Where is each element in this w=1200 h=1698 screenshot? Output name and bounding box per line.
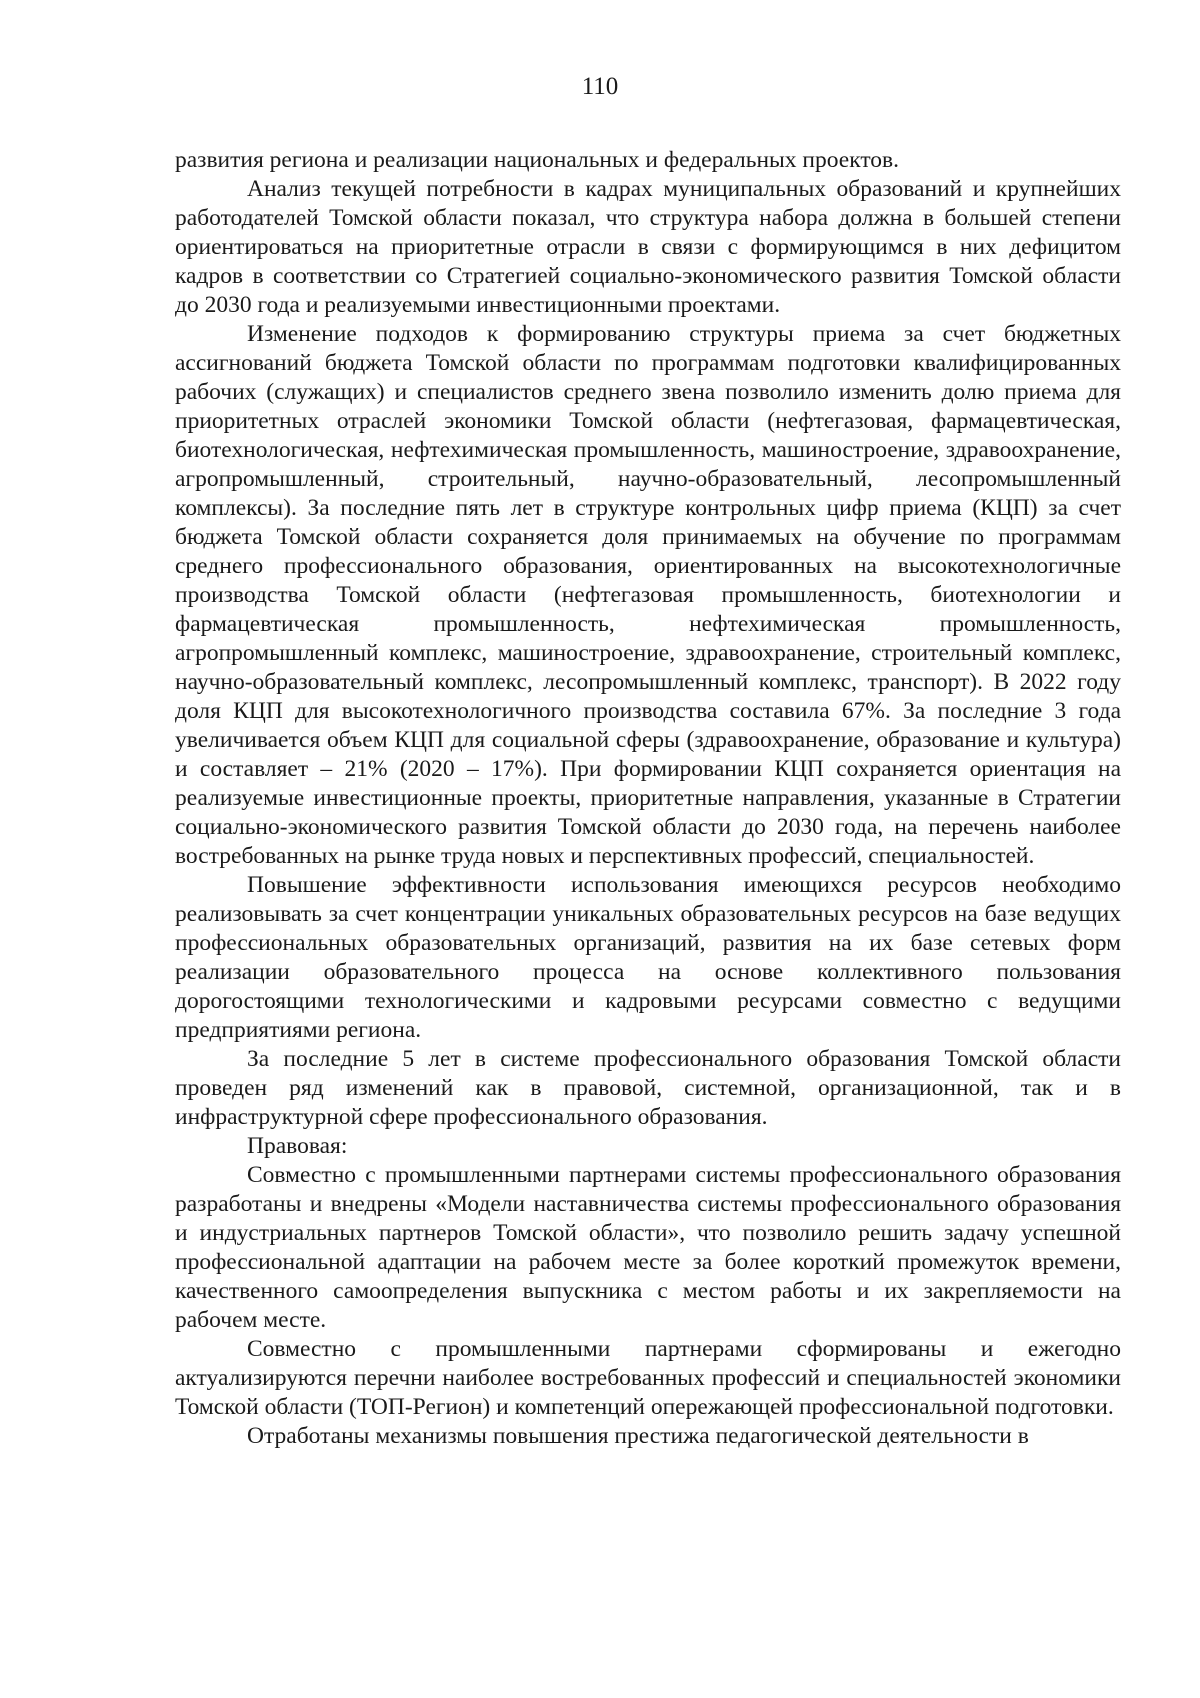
paragraph-mentoring-models: Совместно с промышленными партнерами системы профессионального образования разработаны и внедрены «Модели наставничества системы профессионального образования и индустриальных партнеров Томской области», что позволило решить задачу успешной профессиональной адаптации на рабочем месте за более короткий промежуток времени, качественного самоопределения выпускника с местом работы и их закрепляемости на рабочем месте.: [175, 1162, 1121, 1333]
paragraph-staffing-analysis: Анализ текущей потребности в кадрах муниципальных образований и крупнейших работодателей Томской области показал, что структура набора должна в большей степени ориентироваться на приоритетные отрасли в связи с формирующимся в них дефицитом кадров в соответствии со Стратегией социально-экономического развития Томской области до 2030 года и реализуемыми инвестиционными проектами.: [175, 176, 1121, 318]
paragraph-resource-efficiency: Повышение эффективности использования имеющихся ресурсов необходимо реализовывать за счет концентрации уникальных образовательных ресурсов на базе ведущих профессиональных образовательных организаций, развития на их базе сетевых форм реализации образовательного процесса на основе коллективного пользования дорогостоящими технологическими и кадровыми ресурсами совместно с ведущими предприятиями региона.: [175, 872, 1121, 1043]
paragraph-continuation: развития региона и реализации национальных и федеральных проектов.: [175, 147, 900, 173]
paragraph-top-region-lists: Совместно с промышленными партнерами сформированы и ежегодно актуализируются перечни наиболее востребованных профессий и специальностей экономики Томской области (ТОП-Регион) и компетенций опережающей профессиональной подготовки.: [175, 1336, 1121, 1420]
paragraph-teacher-prestige: Отработаны механизмы повышения престижа педагогической деятельности в: [247, 1423, 1029, 1449]
paragraph-five-year-changes: За последние 5 лет в системе профессионального образования Томской области проведен ряд изменений как в правовой, системной, организационной, так и в инфраструктурной сфере профессионального образования.: [175, 1046, 1121, 1130]
document-body: [175, 146, 1121, 1451]
page-number: 110: [581, 73, 619, 100]
paragraph-legal-heading: Правовая:: [247, 1133, 348, 1159]
paragraph-admission-structure: Изменение подходов к формированию структуры приема за счет бюджетных ассигнований бюджета Томской области по программам подготовки квалифицированных рабочих (служащих) и специалистов среднего звена позволило изменить долю приема для приоритетных отраслей экономики Томской области (нефтегазовая, фармацевтическая, биотехнологическая, нефтехимическая промышленность, машиностроение, здравоохранение, агропромышленный, строительный, научно-образовательный, лесопромышленный комплексы). За последние пять лет в структуре контрольных цифр приема (КЦП) за счет бюджета Томской области сохраняется доля принимаемых на обучение по программам среднего профессионального образования, ориентированных на высокотехнологичные производства Томской области (нефтегазовая промышленность, биотехнологии и фармацевтическая промышленность, нефтехимическая промышленность, агропромышленный комплекс, машиностроение, здравоохранение, строительный комплекс, научно-образовательный комплекс, лесопромышленный комплекс, транспорт). В 2022 году доля КЦП для высокотехнологичного производства составила 67%. За последние 3 года увеличивается объем КЦП для социальной сферы (здравоохранение, образование и культура) и составляет – 21% (2020 – 17%). При формировании КЦП сохраняется ориентация на реализуемые инвестиционные проекты, приоритетные направления, указанные в Стратегии социально-экономического развития Томской области до 2030 года, на перечень наиболее востребованных на рынке труда новых и перспективных профессий, специальностей.: [175, 321, 1121, 869]
